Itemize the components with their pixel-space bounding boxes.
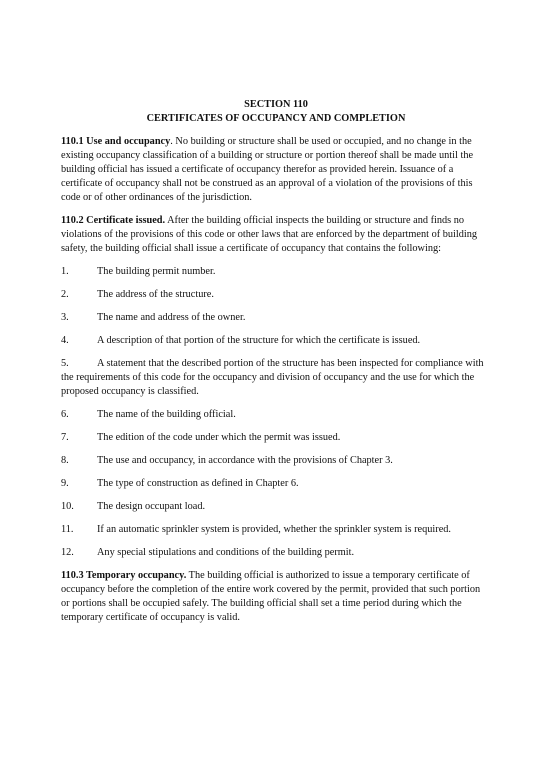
list-item: [61, 357, 491, 399]
list-item-number: 2.: [61, 289, 69, 300]
list-item-text: The name and address of the owner.: [97, 312, 246, 323]
list-item-number: 4.: [61, 335, 69, 346]
paragraph-heading: 110.1 Use and occupancy: [61, 136, 171, 147]
list-item: [61, 546, 491, 560]
list-item-number: 6.: [61, 409, 69, 420]
list-item-number: 1.: [61, 266, 69, 277]
list-item: [61, 523, 491, 537]
document-page: [61, 98, 491, 625]
paragraph-110-1: [61, 135, 491, 205]
section-title: [61, 98, 491, 126]
list-item-text: The type of construction as defined in Chapter 6.: [97, 478, 299, 489]
list-item-text: Any special stipulations and conditions of the building permit.: [97, 547, 355, 558]
list-item: [61, 311, 491, 325]
list-item: [61, 265, 491, 279]
list-item: [61, 288, 491, 302]
list-item-text: The edition of the code under which the permit was issued.: [97, 432, 341, 443]
certificate-contents-list: [61, 265, 491, 560]
list-item-number: 12.: [61, 547, 74, 558]
list-item: [61, 408, 491, 422]
list-item: [61, 454, 491, 468]
list-item: [61, 431, 491, 445]
list-item-text: The name of the building official.: [97, 409, 236, 420]
list-item-text: The building permit number.: [97, 266, 216, 277]
paragraph-heading: 110.3 Temporary occupancy.: [61, 570, 187, 581]
list-item-number: 8.: [61, 455, 69, 466]
list-item-text: A statement that the described portion of the structure has been inspected for compliance with the requirements of this code for the occupancy and division of occupancy and the use for which the proposed occupancy is classified.: [61, 358, 484, 397]
list-item-number: 11.: [61, 524, 74, 535]
paragraph-110-3: [61, 569, 491, 625]
list-item-number: 10.: [61, 501, 74, 512]
section-heading: CERTIFICATES OF OCCUPANCY AND COMPLETION: [146, 113, 406, 124]
paragraph-text: The building official is authorized to issue a temporary certificate of occupancy before the completion of the entire work covered by the permit, provided that such portion or portions shall be occupied safely. The building official shall set a time period during which the temporary certificate of occupancy is valid.: [61, 570, 481, 623]
list-item: [61, 500, 491, 514]
list-item-text: The address of the structure.: [97, 289, 214, 300]
paragraph-110-2: [61, 214, 491, 256]
list-item-text: The design occupant load.: [97, 501, 206, 512]
list-item-number: 7.: [61, 432, 69, 443]
list-item: [61, 477, 491, 491]
list-item-number: 9.: [61, 478, 69, 489]
list-item-text: A description of that portion of the structure for which the certificate is issued.: [97, 335, 421, 346]
paragraph-text: . No building or structure shall be used or occupied, and no change in the existing occupancy classification of a building or structure or portion thereof shall be made until the building official has issued a certificate of occupancy therefor as provided herein. Issuance of a certificate of occupancy shall not be construed as an approval of a violation of the provisions of this code or of other ordinances of the jurisdiction.: [61, 136, 474, 203]
list-item: [61, 334, 491, 348]
section-number: SECTION 110: [244, 99, 308, 110]
list-item-text: The use and occupancy, in accordance with the provisions of Chapter 3.: [97, 455, 393, 466]
paragraph-heading: 110.2 Certificate issued.: [61, 215, 166, 226]
paragraph-text: After the building official inspects the building or structure and finds no violations of the provisions of this code or other laws that are enforced by the department of building safety, the building official shall issue a certificate of occupancy that contains the following:: [61, 215, 478, 254]
list-item-number: 5.: [61, 358, 69, 369]
list-item-number: 3.: [61, 312, 69, 323]
list-item-text: If an automatic sprinkler system is provided, whether the sprinkler system is required.: [97, 524, 452, 535]
